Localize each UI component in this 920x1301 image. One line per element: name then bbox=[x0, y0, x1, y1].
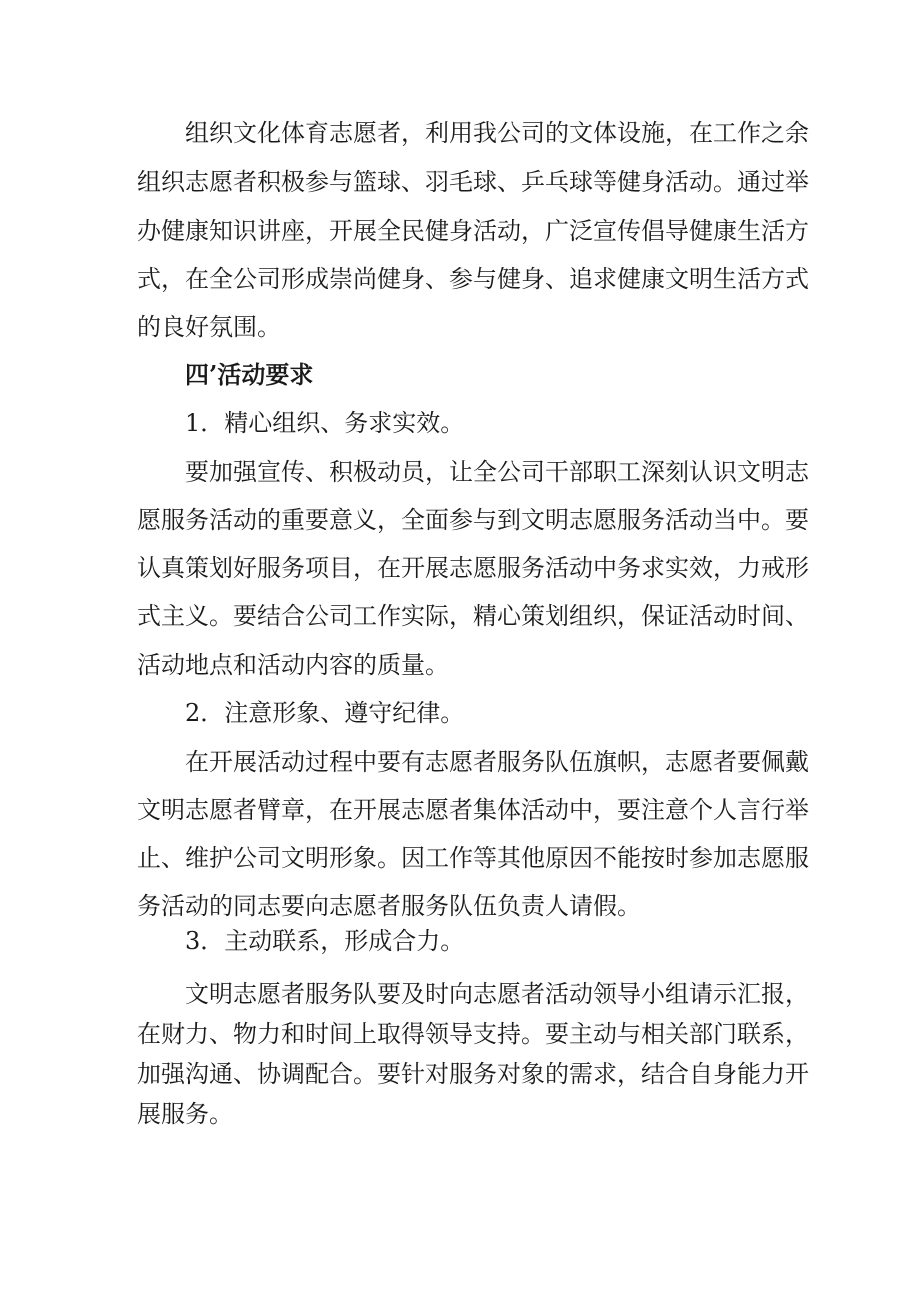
paragraph-line: 式主义。要结合公司工作实际，精心策划组织，保证活动时间、 bbox=[137, 602, 809, 630]
item-title: 3．主动联系，形成合力。 bbox=[185, 927, 465, 955]
paragraph-line: 要加强宣传、积极动员，让全公司干部职工深刻认识文明志 bbox=[185, 458, 809, 486]
paragraph-line: 务活动的同志要向志愿者服务队伍负责人请假。 bbox=[137, 892, 641, 920]
paragraph-line: 在开展活动过程中要有志愿者服务队伍旗帜，志愿者要佩戴 bbox=[185, 748, 809, 776]
paragraph-line: 组织文化体育志愿者，利用我公司的文体设施，在工作之余 bbox=[185, 119, 809, 147]
paragraph-line: 办健康知识讲座，开展全民健身活动，广泛宣传倡导健康生活方 bbox=[137, 217, 809, 245]
paragraph-line: 组织志愿者积极参与篮球、羽毛球、乒乓球等健身活动。通过举 bbox=[137, 168, 809, 196]
paragraph-line: 活动地点和活动内容的质量。 bbox=[137, 651, 449, 679]
paragraph-line: 加强沟通、协调配合。要针对服务对象的需求，结合自身能力开 bbox=[137, 1060, 809, 1088]
paragraph-line: 展服务。 bbox=[137, 1100, 233, 1128]
paragraph-line: 的良好氛围。 bbox=[137, 313, 281, 341]
section-heading: 四’活动要求 bbox=[185, 360, 314, 389]
paragraph-line: 式，在全公司形成崇尚健身、参与健身、追求健康文明生活方式 bbox=[137, 265, 809, 293]
paragraph-line: 愿服务活动的重要意义，全面参与到文明志愿服务活动当中。要 bbox=[137, 506, 809, 534]
item-title: 1．精心组织、务求实效。 bbox=[185, 409, 465, 437]
paragraph-line: 文明志愿者臂章，在开展志愿者集体活动中，要注意个人言行举 bbox=[137, 796, 809, 824]
paragraph-line: 止、维护公司文明形象。因工作等其他原因不能按时参加志愿服 bbox=[137, 844, 809, 872]
item-title: 2．注意形象、遵守纪律。 bbox=[185, 699, 465, 727]
paragraph-line: 在财力、物力和时间上取得领导支持。要主动与相关部门联系， bbox=[137, 1020, 809, 1048]
paragraph-line: 文明志愿者服务队要及时向志愿者活动领导小组请示汇报， bbox=[185, 980, 809, 1008]
paragraph-line: 认真策划好服务项目，在开展志愿服务活动中务求实效，力戒形 bbox=[137, 554, 809, 582]
